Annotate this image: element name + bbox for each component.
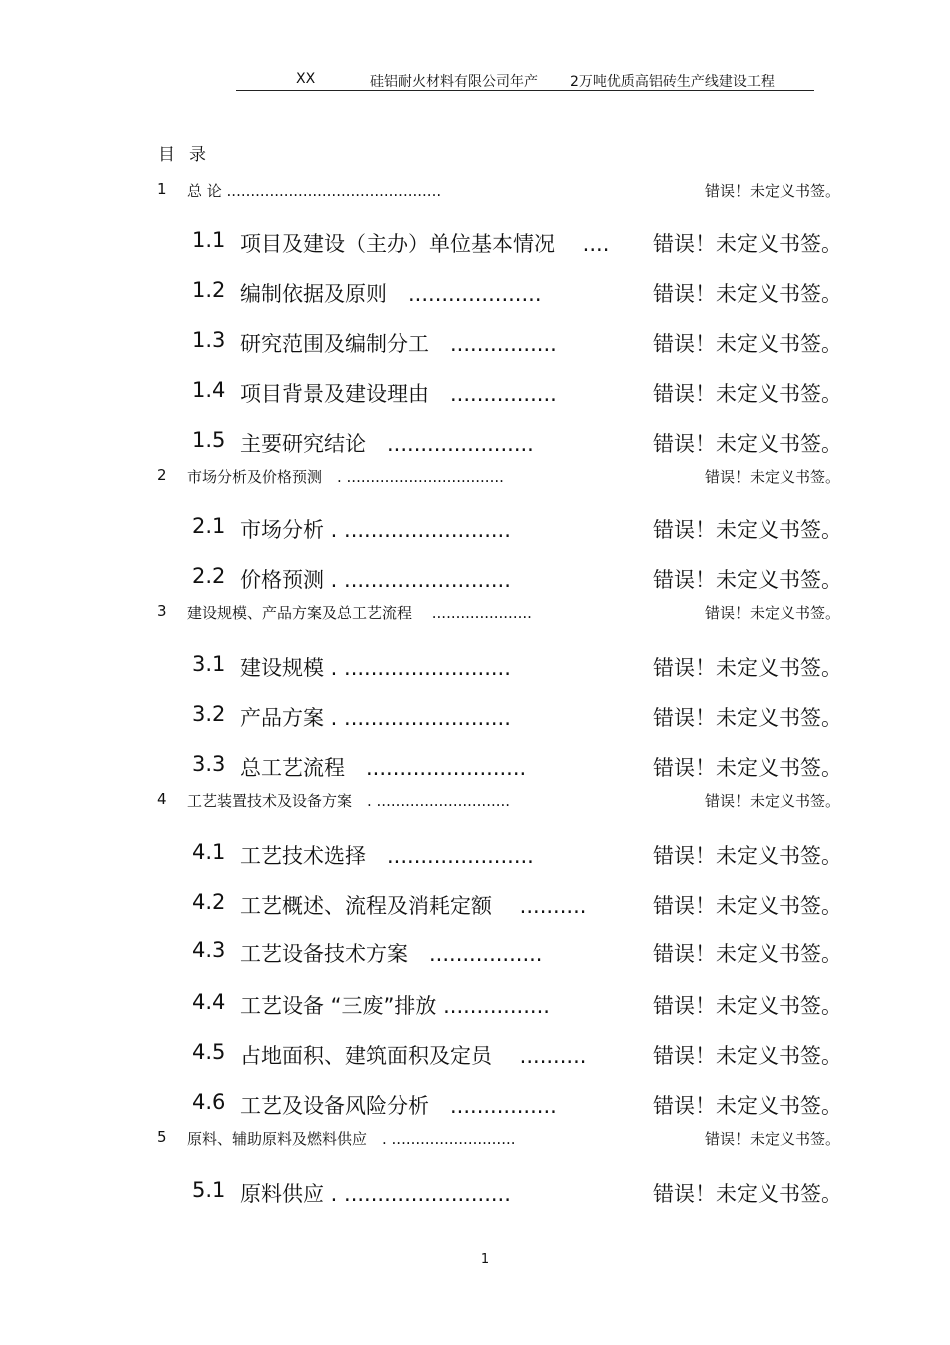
page-number: 1: [480, 1252, 490, 1267]
toc-entry-number: 3.3: [192, 752, 226, 776]
toc-entry-number: 1.3: [192, 328, 226, 352]
toc-entry-title: 产品方案 . .........................: [240, 706, 511, 730]
toc-entry-title: 工艺技术选择 ......................: [240, 844, 534, 868]
toc-entry-number: 2: [157, 466, 167, 484]
toc-entry-title: 总工艺流程 ........................: [240, 756, 527, 780]
toc-entry-number: 4.5: [192, 1040, 226, 1064]
toc-entry-title: 原料、辅助原料及燃料供应 . ..........................: [187, 1130, 516, 1148]
running-header: [236, 68, 814, 91]
toc-entry-title: 编制依据及原则 ....................: [240, 282, 542, 306]
toc-title: 目录: [158, 145, 220, 165]
toc-entry-number: 1.2: [192, 278, 226, 302]
toc-entry-page: 错误！未定义书签。: [653, 282, 842, 306]
toc-entry-page: 错误！未定义书签。: [653, 332, 842, 356]
toc-entry-title: 工艺及设备风险分析 ................: [240, 1094, 557, 1118]
toc-entry-number: 1.4: [192, 378, 226, 402]
toc-entry-number: 4: [157, 790, 167, 808]
toc-entry-page: 错误！未定义书签。: [653, 756, 842, 780]
toc-entry-title: 工艺设备 “三废”排放 ................: [240, 994, 550, 1018]
toc-entry-number: 2.1: [192, 514, 226, 538]
toc-entry-page: 错误！未定义书签。: [653, 232, 842, 256]
toc-entry-page: 错误！未定义书签。: [653, 518, 842, 542]
toc-entry-page: 错误！未定义书签。: [653, 994, 842, 1018]
toc-entry-title: 主要研究结论 ......................: [240, 432, 534, 456]
toc-entry-number: 4.4: [192, 990, 226, 1014]
toc-entry-title: 总 论 .............................................: [187, 182, 442, 200]
toc-entry-number: 1: [157, 180, 167, 198]
toc-entry-page: 错误！未定义书签。: [653, 568, 842, 592]
toc-entry-title: 原料供应 . .........................: [240, 1182, 511, 1206]
toc-entry-number: 5.1: [192, 1178, 226, 1202]
toc-entry-title: 建设规模 . .........................: [240, 656, 511, 680]
toc-entry-page: 错误！未定义书签。: [704, 182, 840, 200]
toc-entry-page: 错误！未定义书签。: [653, 1182, 842, 1206]
toc-entry-number: 4.6: [192, 1090, 226, 1114]
toc-entry-page: 错误！未定义书签。: [653, 706, 842, 730]
toc-entry-page: 错误！未定义书签。: [653, 432, 842, 456]
toc-entry-number: 4.1: [192, 840, 226, 864]
toc-entry-number: 5: [157, 1128, 167, 1146]
toc-entry-title: 市场分析及价格预测 . .................................: [187, 468, 504, 486]
toc-entry-page: 错误！未定义书签。: [704, 604, 840, 622]
toc-entry-title: 市场分析 . .........................: [240, 518, 511, 542]
toc-entry-title: 占地面积、建筑面积及定员 ..........: [240, 1044, 587, 1068]
toc-entry-page: 错误！未定义书签。: [653, 942, 842, 966]
toc-entry-number: 4.2: [192, 890, 226, 914]
toc-entry-title: 项目背景及建设理由 ................: [240, 382, 557, 406]
toc-entry-page: 错误！未定义书签。: [653, 382, 842, 406]
toc-entry-number: 3: [157, 602, 167, 620]
toc-entry-page: 错误！未定义书签。: [653, 894, 842, 918]
toc-entry-title: 研究范围及编制分工 ................: [240, 332, 557, 356]
toc-entry-title: 项目及建设（主办）单位基本情况 ....: [240, 232, 610, 256]
toc-entry-title: 工艺概述、流程及消耗定额 ..........: [240, 894, 587, 918]
toc-entry-page: 错误！未定义书签。: [704, 468, 840, 486]
toc-entry-number: 4.3: [192, 938, 226, 962]
toc-entry-page: 错误！未定义书签。: [653, 1044, 842, 1068]
toc-entry-number: 1.5: [192, 428, 226, 452]
toc-entry-page: 错误！未定义书签。: [704, 792, 840, 810]
toc-entry-title: 工艺设备技术方案 .................: [240, 942, 543, 966]
toc-entry-number: 1.1: [192, 228, 226, 252]
toc-entry-page: 错误！未定义书签。: [653, 1094, 842, 1118]
toc-entry-page: 错误！未定义书签。: [704, 1130, 840, 1148]
toc-entry-page: 错误！未定义书签。: [653, 844, 842, 868]
header-company-code: XX: [296, 71, 316, 87]
toc-entry-title: 价格预测 . .........................: [240, 568, 511, 592]
toc-entry-number: 2.2: [192, 564, 226, 588]
header-company-name: 硅铝耐火材料有限公司年产: [370, 74, 538, 90]
toc-entry-title: 建设规模、产品方案及总工艺流程 .....................: [187, 604, 532, 622]
toc-entry-number: 3.1: [192, 652, 226, 676]
toc-entry-title: 工艺装置技术及设备方案 . ............................: [187, 792, 511, 810]
toc-entry-number: 3.2: [192, 702, 226, 726]
header-project-name: 2万吨优质高铝砖生产线建设工程: [570, 74, 775, 90]
toc-entry-page: 错误！未定义书签。: [653, 656, 842, 680]
